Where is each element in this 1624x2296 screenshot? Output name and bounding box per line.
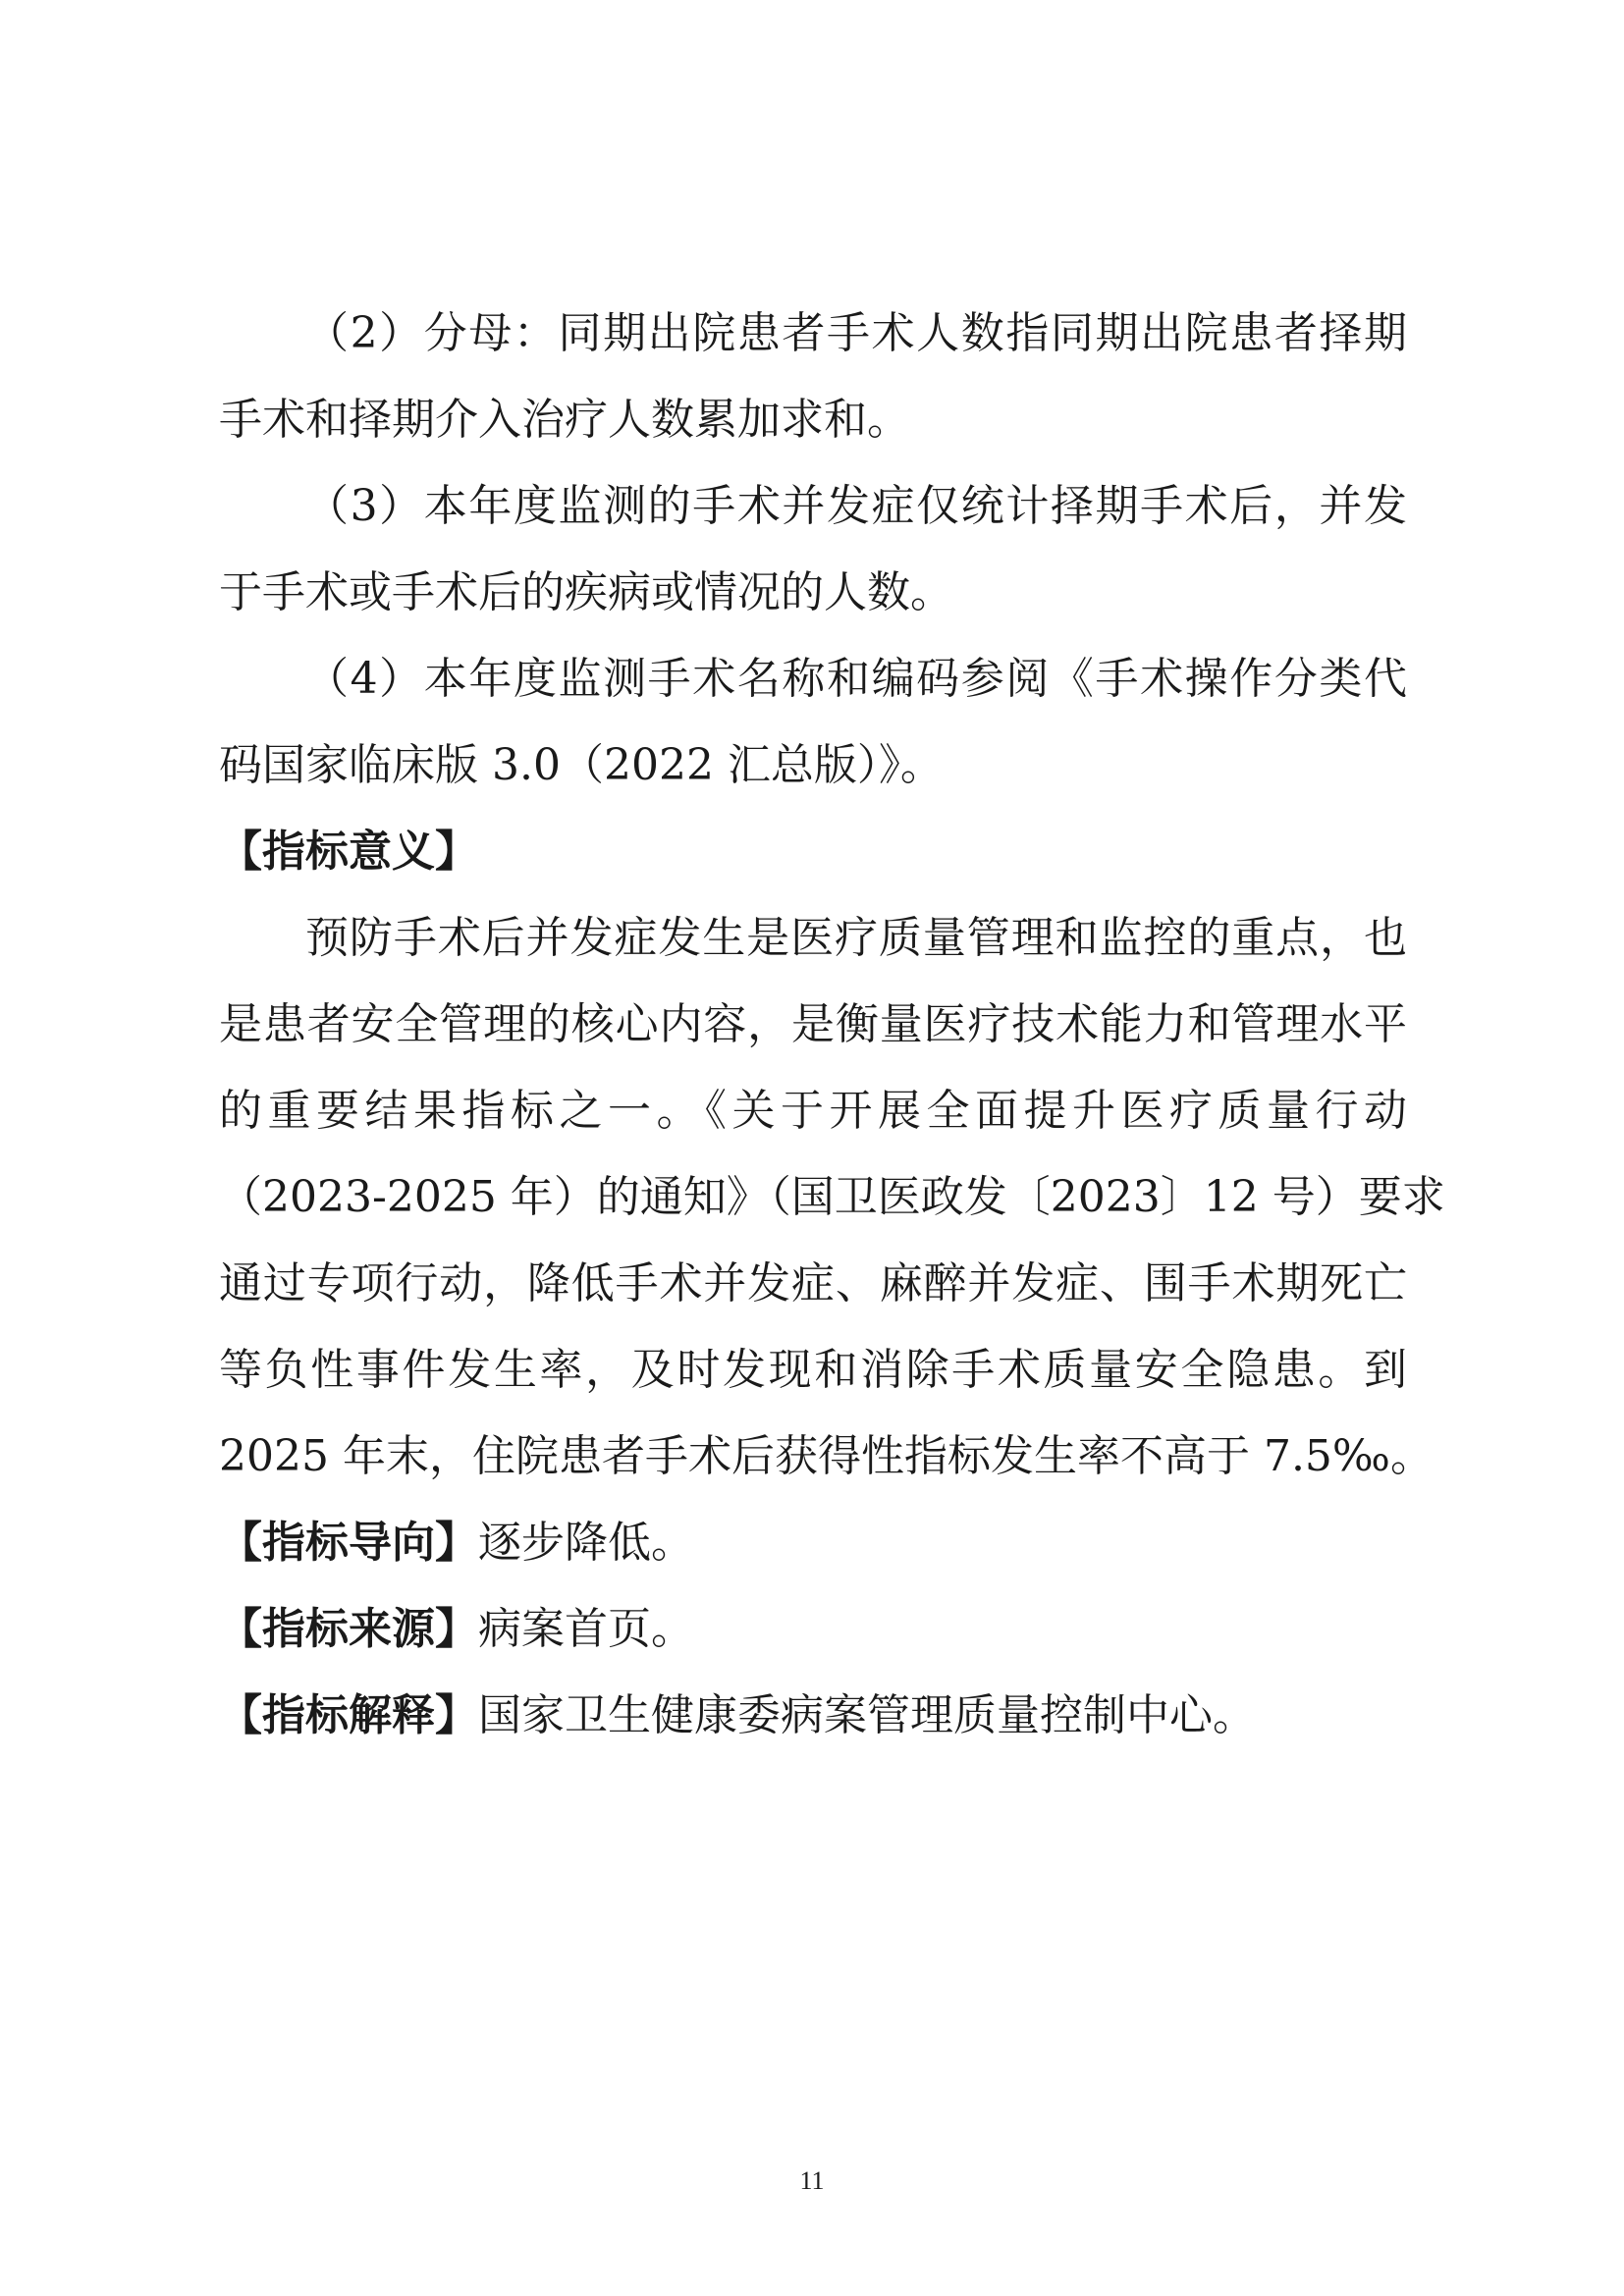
p3-line2: 于手术或手术后的疾病或情况的人数。: [219, 567, 953, 617]
significance-line: 预防手术后并发症发生是医疗质量管理和监控的重点，也: [305, 913, 1407, 963]
significance-line: 2025 年末，住院患者手术后获得性指标发生率不高于 7.5‰。: [219, 1431, 1434, 1481]
significance-line: 通过专项行动，降低手术并发症、麻醉并发症、围手术期死亡: [219, 1258, 1407, 1308]
orientation-row: [219, 1500, 1407, 1586]
significance-line: 的重要结果指标之一。《关于开展全面提升医疗质量行动: [219, 1086, 1407, 1136]
p2-line1: （2）分母：同期出院患者手术人数指同期出院患者择期: [305, 308, 1407, 358]
source-text: 病案首页。: [478, 1604, 694, 1654]
orientation-heading: 【指标导向】: [219, 1518, 478, 1568]
significance-heading: 【指标意义】: [219, 827, 478, 877]
p4-line2: 码国家临床版 3.0（2022 汇总版）》。: [219, 740, 944, 790]
page-number: 11: [799, 2166, 825, 2195]
significance-line: （2023-2025 年）的通知》（国卫医政发〔2023〕12 号）要求: [219, 1172, 1445, 1222]
p3-line1: （3）本年度监测的手术并发症仅统计择期手术后，并发: [305, 481, 1407, 531]
significance-line: 等负性事件发生率，及时发现和消除手术质量安全隐患。到: [219, 1345, 1407, 1395]
interpretation-row: [219, 1673, 1407, 1759]
p4-line1: （4）本年度监测手术名称和编码参阅《手术操作分类代: [305, 654, 1407, 704]
p2-line2: 手术和择期介入治疗人数累加求和。: [219, 395, 910, 445]
source-row: [219, 1586, 1407, 1673]
interpretation-heading: 【指标解释】: [219, 1690, 478, 1740]
orientation-text: 逐步降低。: [478, 1518, 694, 1568]
body-text: [219, 291, 1445, 1759]
significance-line: 是患者安全管理的核心内容，是衡量医疗技术能力和管理水平: [219, 999, 1407, 1049]
interpretation-text: 国家卫生健康委病案管理质量控制中心。: [478, 1690, 1256, 1740]
source-heading: 【指标来源】: [219, 1604, 478, 1654]
